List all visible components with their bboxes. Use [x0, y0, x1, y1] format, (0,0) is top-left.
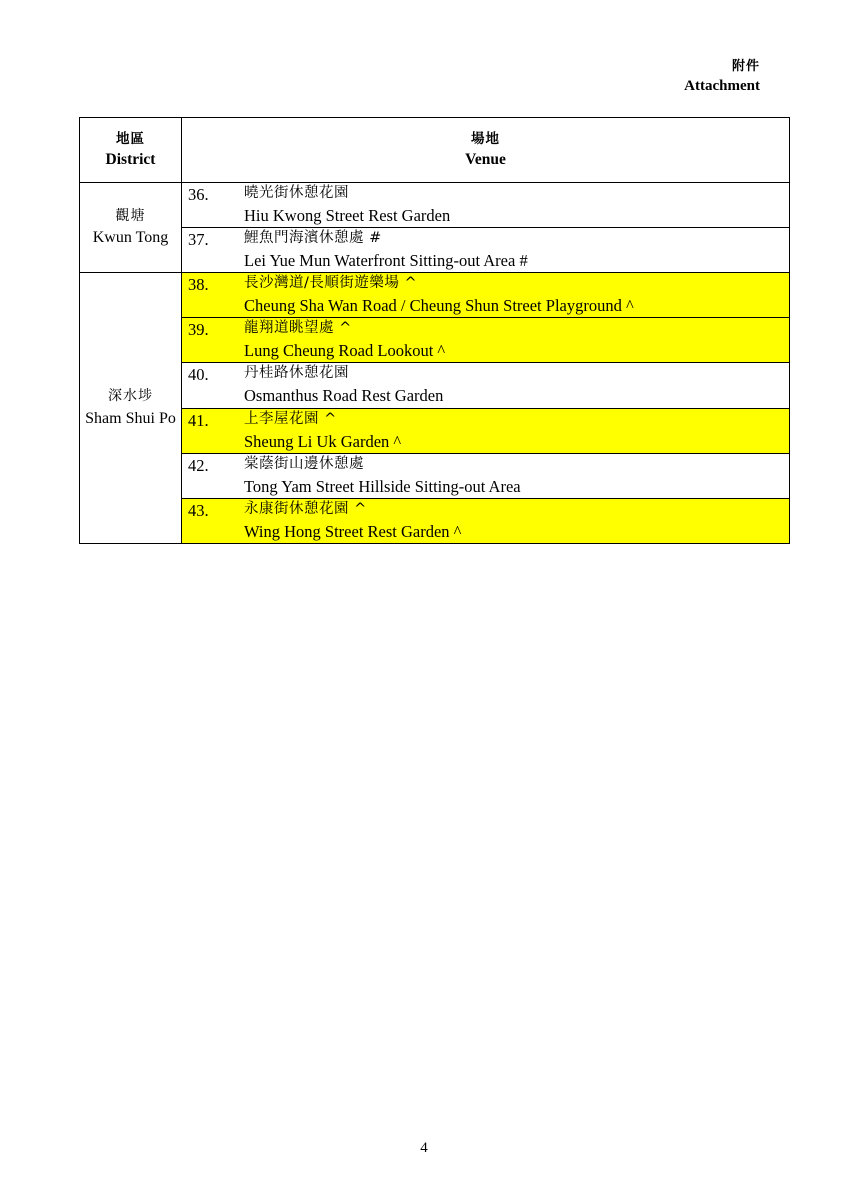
venue-cell: [182, 183, 790, 228]
venue-table: [79, 117, 790, 544]
venue-cell: [182, 273, 790, 318]
table-row: [80, 408, 790, 453]
district-name-en: Sham Shui Po: [85, 409, 176, 427]
column-header-district-en: District: [105, 151, 156, 169]
venue-name-zh: 棠蔭街山邊休憩處: [244, 455, 364, 472]
column-header-district-zh: 地區: [116, 131, 145, 148]
table-row: [80, 318, 790, 363]
venue-name-zh: 丹桂路休憩花園: [244, 365, 349, 382]
attachment-label: [684, 58, 760, 96]
district-name-en: Kwun Tong: [92, 229, 169, 247]
venue-cell: [182, 318, 790, 363]
venue-cell: [182, 363, 790, 408]
venue-number: 43.: [188, 500, 209, 520]
attachment-label-en: Attachment: [684, 77, 760, 94]
venue-name-zh: 永康街休憩花園 ^: [244, 500, 367, 517]
venue-name-en: Tong Yam Street Hillside Sitting-out Area: [244, 476, 521, 496]
venue-name-en: Hiu Kwong Street Rest Garden: [244, 206, 451, 226]
attachment-label-zh: 附件: [731, 59, 760, 74]
column-header-district: [80, 118, 182, 183]
table-header-row: [80, 118, 790, 183]
district-name-zh: 觀塘: [115, 207, 146, 224]
page-number: 4: [420, 1140, 428, 1156]
district-cell-sham-shui-po: [80, 273, 182, 544]
table-row: [80, 228, 790, 273]
venue-number: 39.: [188, 320, 209, 340]
venue-number: 37.: [188, 230, 209, 250]
column-header-venue-zh: 場地: [471, 131, 500, 148]
venue-cell: [182, 453, 790, 498]
venue-name-en: Cheung Sha Wan Road / Cheung Shun Street Playground ^: [244, 296, 634, 316]
venue-name-zh: 龍翔道眺望處 ^: [244, 320, 352, 337]
table-row: [80, 183, 790, 228]
venue-name-zh: 曉光街休憩花園: [244, 185, 349, 201]
venue-number: 41.: [188, 410, 209, 430]
column-header-venue-en: Venue: [465, 151, 506, 169]
venue-number: 36.: [188, 185, 209, 204]
venue-name-zh: 長沙灣道/長順街遊樂場 ^: [244, 275, 418, 292]
table-row: [80, 453, 790, 498]
venue-cell: [182, 228, 790, 273]
venue-name-en: Lei Yue Mun Waterfront Sitting-out Area #: [244, 251, 528, 271]
venue-number: 40.: [188, 365, 209, 385]
venue-name-en: Lung Cheung Road Lookout ^: [244, 341, 446, 361]
district-cell-kwun-tong: [80, 183, 182, 273]
venue-cell: [182, 498, 790, 543]
venue-name-zh: 鯉魚門海濱休憩處 #: [244, 230, 382, 247]
venue-number: 42.: [188, 455, 209, 475]
table-row: [80, 363, 790, 408]
column-header-venue: [182, 118, 790, 183]
venue-cell: [182, 408, 790, 453]
venue-name-en: Wing Hong Street Rest Garden ^: [244, 521, 462, 541]
venue-name-en: Sheung Li Uk Garden ^: [244, 431, 402, 451]
venue-name-zh: 上李屋花園 ^: [244, 410, 337, 427]
table-row: [80, 498, 790, 543]
venue-number: 38.: [188, 275, 209, 295]
district-name-zh: 深水埗: [108, 388, 153, 405]
venue-name-en: Osmanthus Road Rest Garden: [244, 386, 444, 406]
table-row: [80, 273, 790, 318]
